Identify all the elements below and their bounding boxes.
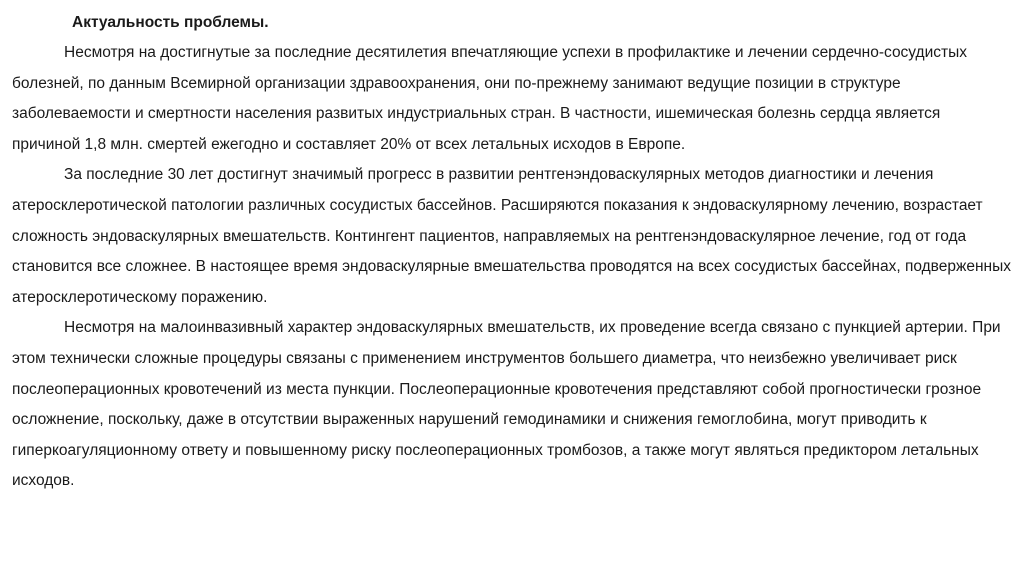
paragraph-3: Несмотря на малоинвазивный характер эндоваскулярных вмешательств, их проведение всегда связано с пункцией артерии. При этом технически сложные процедуры связаны с применением инструментов большего диаметра, что неизбежно увеличивает риск послеоперационных кровотечений из места пункции. Послеоперационные кровотечения представляют собой прогностически грозное осложнение, поскольку, даже в отсутствии выраженных нарушений гемодинамики и снижения гемоглобина, могут приводить к гиперкоагуляционному ответу и повышенному риску послеоперационных тромбозов, а также могут являться предиктором летальных исходов. bbox=[12, 319, 1001, 490]
paragraph-2: За последние 30 лет достигнут значимый прогресс в развитии рентгенэндоваскулярных методов диагностики и лечения атеросклеротической патологии различных сосудистых бассейнов. Расширяются показания к эндоваскулярному лечению, возрастает сложность эндоваскулярных вмешательств. Контингент пациентов, направляемых на рентгенэндоваскулярное лечение, год от года становится все сложнее. В настоящее время эндоваскулярные вмешательства проводятся на всех сосудистых бассейнах, подверженных атеросклеротическому поражению. bbox=[12, 166, 1011, 306]
paragraph-1: Несмотря на достигнутые за последние десятилетия впечатляющие успехи в профилактике и лечении сердечно-сосудистых болезней, по данным Всемирной организации здравоохранения, они по-прежнему занимают ведущие позиции в структуре заболеваемости и смертности населения развитых индустриальных стран. В частности, ишемическая болезнь сердца является причиной 1,8 млн. смертей ежегодно и составляет 20% от всех летальных исходов в Европе. bbox=[12, 44, 967, 153]
slide-content bbox=[12, 8, 1012, 497]
section-heading: Актуальность проблемы. bbox=[72, 14, 269, 31]
